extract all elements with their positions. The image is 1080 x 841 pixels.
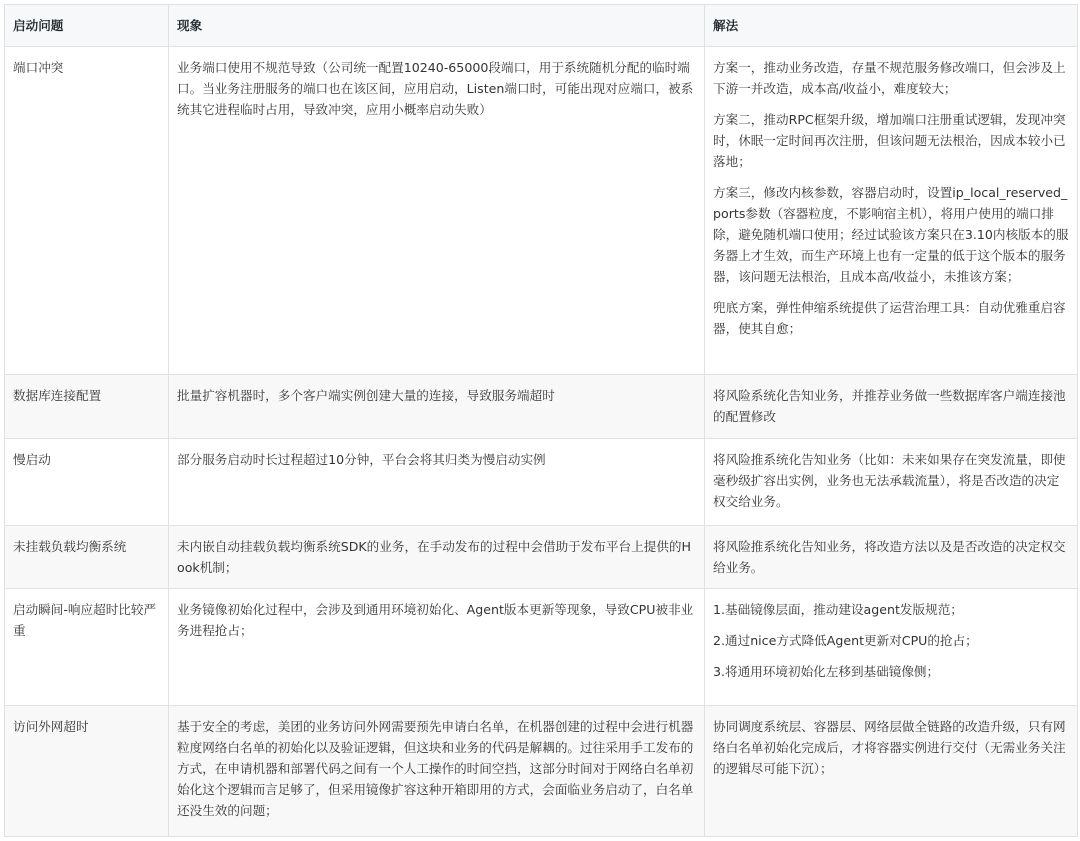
table-row <box>5 589 1078 706</box>
solution-item: 兜底方案，弹性伸缩系统提供了运营治理工具：自动优雅重启容器，使其自愈； <box>713 300 1066 336</box>
startup-issues-table <box>4 4 1078 837</box>
issue-cell: 启动瞬间-响应超时比较严重 <box>5 589 169 706</box>
issue-cell: 访问外网超时 <box>5 706 169 837</box>
header-symptom: 现象 <box>169 5 705 47</box>
solution-item: 方案三，修改内核参数，容器启动时，设置ip_local_reserved_ports参数（容器粒度，不影响宿主机），将用户使用的端口排除，避免随机端口使用；经过试验该方案只在3.10内核版本的服务器上才生效，而生产环境上也有一定量的低于这个版本的服务器，该问题无法根治，且成本高/收益小，未推该方案； <box>713 185 1069 284</box>
solution-item: 协同调度系统层、容器层、网络层做全链路的改造升级，只有网络白名单初始化完成后，才将容器实例进行交付（无需业务关注的逻辑尽可能下沉）； <box>713 719 1066 776</box>
solution-item: 方案二，推动RPC框架升级，增加端口注册重试逻辑，发现冲突时，休眠一定时间再次注册，但该问题无法根治，因成本较小已落地； <box>713 112 1066 169</box>
symptom-cell: 业务端口使用不规范导致（公司统一配置10240-65000段端口，用于系统随机分配的临时端口。当业务注册服务的端口也在该区间，应用启动，Listen端口时，可能出现对应端口，被系统其它进程临时占用，导致冲突，应用小概率启动失败） <box>169 47 705 375</box>
symptom-cell: 业务镜像初始化过程中，会涉及到通用环境初始化、Agent版本更新等现象，导致CPU被非业务进程抢占； <box>169 589 705 706</box>
header-issue: 启动问题 <box>5 5 169 47</box>
table-row <box>5 375 1078 439</box>
issue-cell: 端口冲突 <box>5 47 169 375</box>
table-row <box>5 439 1078 526</box>
solution-item: 将风险推系统化告知业务（比如：未来如果存在突发流量，即使毫秒级扩容出实例，业务也无法承载流量），将是否改造的决定权交给业务。 <box>713 452 1066 509</box>
symptom-cell: 部分服务启动时长过程超过10分钟，平台会将其归类为慢启动实例 <box>169 439 705 526</box>
solution-cell <box>705 375 1078 439</box>
symptom-cell: 基于安全的考虑，美团的业务访问外网需要预先申请白名单，在机器创建的过程中会进行机器粒度网络白名单的初始化以及验证逻辑，但这块和业务的代码是解耦的。过往采用手工发布的方式，在申请机器和部署代码之间有一个人工操作的时间空挡，这部分时间对于网络白名单初始化这个逻辑而言足够了，但采用镜像扩容这种开箱即用的方式，会面临业务启动了，白名单还没生效的问题； <box>169 706 705 837</box>
issue-cell: 未挂载负载均衡系统 <box>5 526 169 589</box>
solution-item: 1.基础镜像层面，推动建设agent发版规范； <box>713 602 963 617</box>
solution-item: 方案一，推动业务改造，存量不规范服务修改端口，但会涉及上下游一并改造，成本高/收益小，难度较大； <box>713 60 1066 96</box>
solution-cell <box>705 47 1078 375</box>
solution-cell <box>705 589 1078 706</box>
solution-item: 将风险推系统化告知业务，将改造方法以及是否改造的决定权交给业务。 <box>713 539 1066 575</box>
table-row <box>5 706 1078 837</box>
header-solution: 解法 <box>705 5 1078 47</box>
table-header-row <box>5 5 1078 47</box>
solution-item: 3.将通用环境初始化左移到基础镜像侧； <box>713 664 940 679</box>
solution-item: 2.通过nice方式降低Agent更新对CPU的抢占； <box>713 633 978 648</box>
symptom-cell: 未内嵌自动挂载负载均衡系统SDK的业务，在手动发布的过程中会借助于发布平台上提供的Hook机制； <box>169 526 705 589</box>
solution-item: 将风险系统化告知业务，并推荐业务做一些数据库客户端连接池的配置修改 <box>713 388 1066 424</box>
table-row <box>5 47 1078 375</box>
issue-cell: 慢启动 <box>5 439 169 526</box>
table-row <box>5 526 1078 589</box>
solution-cell <box>705 706 1078 837</box>
symptom-cell: 批量扩容机器时，多个客户端实例创建大量的连接，导致服务端超时 <box>169 375 705 439</box>
issue-cell: 数据库连接配置 <box>5 375 169 439</box>
solution-cell <box>705 439 1078 526</box>
solution-cell <box>705 526 1078 589</box>
